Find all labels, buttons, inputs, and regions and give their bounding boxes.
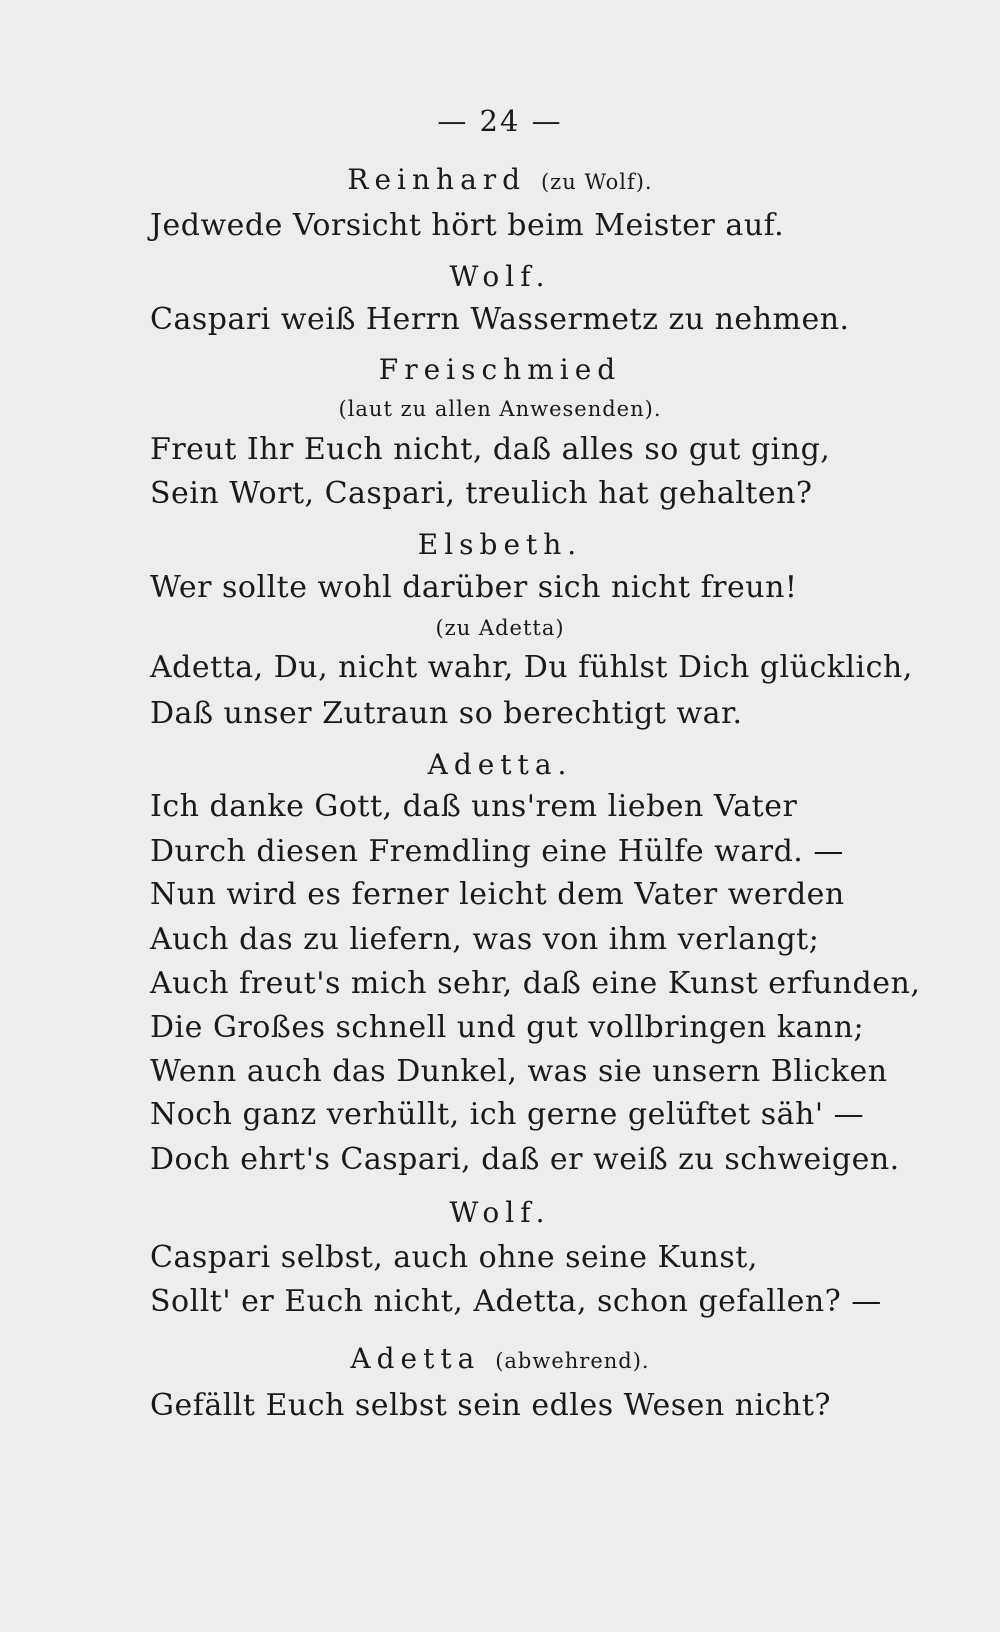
- verse-line: Caspari weiß Herrn Wassermetz zu nehmen.: [150, 302, 850, 337]
- verse-line: Auch das zu liefern, was von ihm verlangt;: [150, 922, 820, 957]
- verse-line: Adetta, Du, nicht wahr, Du fühlst Dich glücklich,: [150, 650, 913, 685]
- speaker-heading: Freischmied: [378, 353, 622, 386]
- verse-line: Sein Wort, Caspari, treulich hat gehalten?: [150, 476, 813, 511]
- verse-line: Freut Ihr Euch nicht, daß alles so gut ging,: [150, 432, 831, 467]
- verse-line: Wenn auch das Dunkel, was sie unsern Blicken: [150, 1054, 888, 1089]
- stage-direction: (zu Adetta): [435, 616, 565, 640]
- speaker-name: Reinhard: [347, 163, 527, 196]
- verse-line: Auch freut's mich sehr, daß eine Kunst erfunden,: [150, 966, 921, 1001]
- speaker-heading: [0, 1342, 1000, 1375]
- stage-direction: (abwehrend).: [495, 1349, 650, 1373]
- stage-direction: (zu Wolf).: [540, 170, 653, 194]
- page-number: — 24 —: [437, 104, 563, 138]
- speaker-heading: Elsbeth.: [417, 528, 583, 561]
- verse-line: Ich danke Gott, daß uns'rem lieben Vater: [150, 789, 798, 824]
- verse-line: Jedwede Vorsicht hört beim Meister auf.: [150, 208, 785, 243]
- verse-line: Nun wird es ferner leicht dem Vater werden: [150, 877, 845, 912]
- verse-line: Doch ehrt's Caspari, daß er weiß zu schweigen.: [150, 1142, 900, 1177]
- verse-line: Sollt' er Euch nicht, Adetta, schon gefallen? —: [150, 1284, 882, 1319]
- verse-line: Gefällt Euch selbst sein edles Wesen nicht?: [150, 1388, 831, 1423]
- verse-line: Noch ganz verhüllt, ich gerne gelüftet säh' —: [150, 1097, 865, 1132]
- verse-line: Caspari selbst, auch ohne seine Kunst,: [150, 1240, 758, 1275]
- verse-line: Durch diesen Fremdling eine Hülfe ward. —: [150, 834, 844, 869]
- speaker-heading: Wolf.: [449, 260, 551, 293]
- verse-line: Wer sollte wohl darüber sich nicht freun!: [150, 570, 798, 605]
- stage-direction: (laut zu allen Anwesenden).: [338, 397, 662, 421]
- speaker-heading: Adetta.: [427, 748, 573, 781]
- speaker-heading: Wolf.: [449, 1196, 551, 1229]
- verse-line: Die Großes schnell und gut vollbringen kann;: [150, 1010, 865, 1045]
- speaker-heading: [0, 163, 1000, 196]
- verse-line: Daß unser Zutraun so berechtigt war.: [150, 696, 743, 731]
- speaker-name: Adetta: [350, 1342, 481, 1375]
